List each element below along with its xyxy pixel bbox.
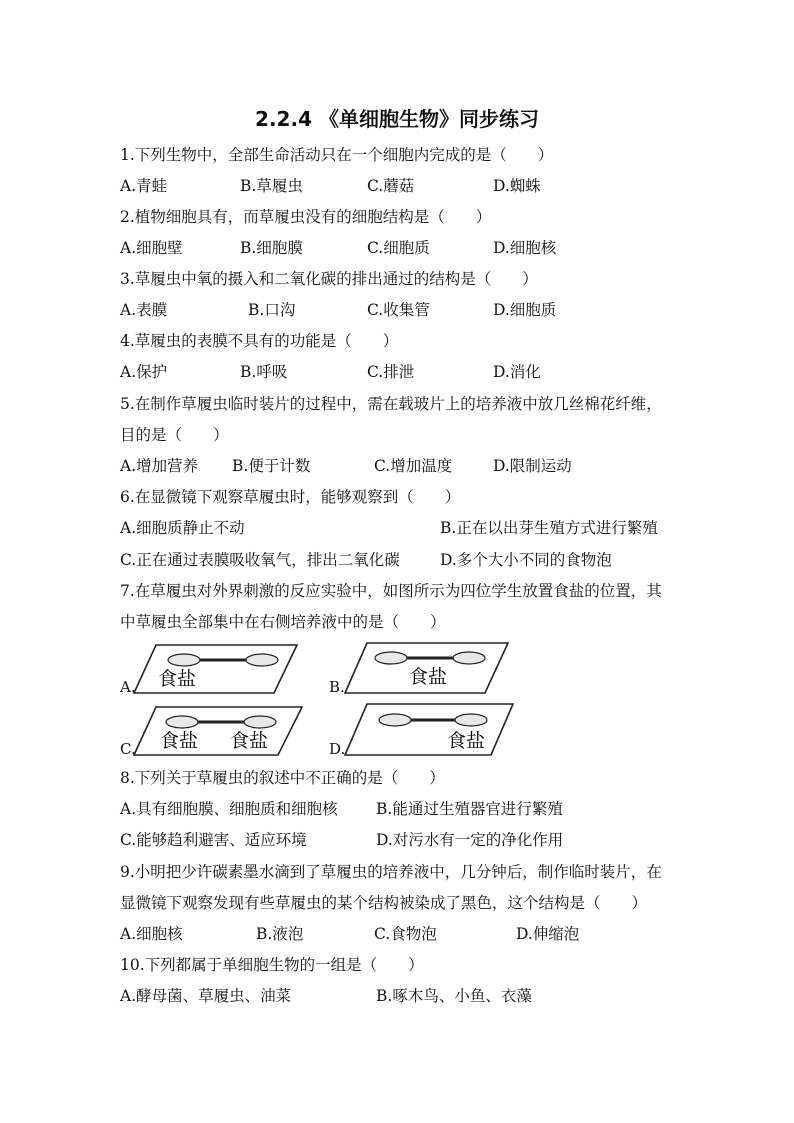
slide-figure-c bbox=[132, 705, 304, 757]
q6-option-d: D.多个大小不同的食物泡 bbox=[440, 551, 612, 569]
question-8-stem: 8.下列关于草履虫的叙述中不正确的是（ ） bbox=[120, 769, 445, 787]
q3-option-c: C.收集管 bbox=[367, 301, 430, 319]
q7-option-b-label: B. bbox=[329, 678, 345, 696]
q1-option-b: B.草履虫 bbox=[240, 177, 303, 195]
culture-drop-right bbox=[246, 654, 278, 666]
q8-option-d: D.对污水有一定的净化作用 bbox=[376, 831, 564, 849]
question-5-stem-line-1: 5.在制作草履虫临时装片的过程中，需在载玻片上的培养液中放几丝棉花纤维， bbox=[120, 395, 662, 413]
question-9-stem-line-2: 显微镜下观察发现有些草履虫的某个结构被染成了黑色，这个结构是（ ） bbox=[120, 894, 648, 912]
page-title: 2.2.4 《单细胞生物》同步练习 bbox=[255, 107, 539, 131]
question-3-stem: 3.草履虫中氧的摄入和二氧化碳的排出通过的结构是（ ） bbox=[120, 270, 538, 288]
q1-option-c: C.蘑菇 bbox=[367, 177, 415, 195]
question-10-stem: 10.下列都属于单细胞生物的一组是（ ） bbox=[120, 956, 424, 974]
q5-option-c: C.增加温度 bbox=[374, 457, 453, 475]
q8-option-a: A.具有细胞膜、细胞质和细胞核 bbox=[120, 800, 338, 818]
culture-drop-right bbox=[455, 714, 487, 726]
salt-label-middle: 食盐 bbox=[409, 666, 448, 688]
question-1-stem: 1.下列生物中，全部生命活动只在一个细胞内完成的是（ ） bbox=[120, 146, 554, 164]
culture-drop-left bbox=[166, 716, 198, 728]
q2-option-d: D.细胞核 bbox=[493, 239, 557, 257]
q4-option-b: B.呼吸 bbox=[240, 363, 288, 381]
question-2-stem: 2.植物细胞具有，而草履虫没有的细胞结构是（ ） bbox=[120, 208, 492, 226]
culture-drop-right bbox=[244, 716, 276, 728]
q4-option-c: C.排泄 bbox=[367, 363, 415, 381]
culture-drop-left bbox=[375, 652, 407, 664]
q10-option-b: B.啄木鸟、小鱼、衣藻 bbox=[376, 987, 532, 1005]
q1-option-d: D.蜘蛛 bbox=[493, 177, 541, 195]
salt-label-right: 食盐 bbox=[447, 730, 486, 752]
q1-option-a: A.青蛙 bbox=[120, 177, 168, 195]
glass-slide-outline bbox=[345, 704, 513, 755]
q7-option-c-label: C. bbox=[120, 740, 136, 758]
q3-option-d: D.细胞质 bbox=[493, 301, 557, 319]
question-7-stem-line-2: 中草履虫全部集中在右侧培养液中的是（ ） bbox=[120, 613, 446, 631]
question-4-stem: 4.草履虫的表膜不具有的功能是（ ） bbox=[120, 332, 399, 350]
slide-figure-a bbox=[132, 643, 300, 695]
salt-label-left: 食盐 bbox=[160, 730, 199, 752]
question-5-stem-line-2: 目的是（ ） bbox=[120, 426, 229, 444]
slide-figure-b bbox=[343, 641, 511, 695]
culture-drop-left bbox=[168, 654, 200, 666]
q8-option-b: B.能通过生殖器官进行繁殖 bbox=[376, 800, 563, 818]
q5-option-a: A.增加营养 bbox=[120, 457, 199, 475]
salt-label-left: 食盐 bbox=[158, 668, 197, 690]
question-7-stem-line-1: 7.在草履虫对外界刺激的反应实验中，如图所示为四位学生放置食盐的位置，其 bbox=[120, 582, 662, 600]
q2-option-b: B.细胞膜 bbox=[240, 239, 303, 257]
q9-option-c: C.食物泡 bbox=[374, 925, 437, 943]
q2-option-c: C.细胞质 bbox=[367, 239, 430, 257]
q9-option-b: B.液泡 bbox=[256, 925, 304, 943]
q10-option-a: A.酵母菌、草履虫、油菜 bbox=[120, 987, 292, 1005]
slide-figure-d bbox=[343, 702, 515, 757]
q4-option-a: A.保护 bbox=[120, 363, 168, 381]
q8-option-c: C.能够趋利避害、适应环境 bbox=[120, 831, 307, 849]
q6-option-b: B.正在以出芽生殖方式进行繁殖 bbox=[440, 519, 658, 537]
q6-option-a: A.细胞质静止不动 bbox=[120, 519, 245, 537]
question-6-stem: 6.在显微镜下观察草履虫时，能够观察到（ ） bbox=[120, 488, 461, 506]
q4-option-d: D.消化 bbox=[493, 363, 541, 381]
q5-option-b: B.便于计数 bbox=[232, 457, 311, 475]
culture-drop-right bbox=[453, 652, 485, 664]
q6-option-c: C.正在通过表膜吸收氧气，排出二氧化碳 bbox=[120, 551, 400, 569]
q7-option-d-label: D. bbox=[329, 740, 346, 758]
question-9-stem-line-1: 9.小明把少许碳素墨水滴到了草履虫的培养液中，几分钟后，制作临时装片，在 bbox=[120, 863, 662, 881]
salt-label-right: 食盐 bbox=[230, 730, 269, 752]
q5-option-d: D.限制运动 bbox=[493, 457, 572, 475]
q7-option-a-label: A. bbox=[120, 678, 136, 696]
culture-drop-left bbox=[379, 714, 411, 726]
q3-option-b: B.口沟 bbox=[248, 301, 296, 319]
q9-option-d: D.伸缩泡 bbox=[516, 925, 580, 943]
q9-option-a: A.细胞核 bbox=[120, 925, 183, 943]
q3-option-a: A.表膜 bbox=[120, 301, 168, 319]
q2-option-a: A.细胞壁 bbox=[120, 239, 183, 257]
